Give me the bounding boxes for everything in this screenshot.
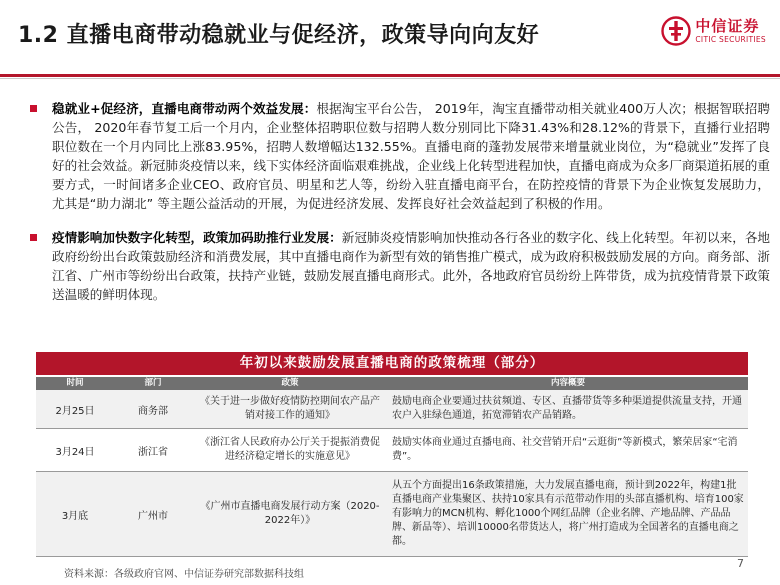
table-title: 年初以来鼓励发展直播电商的政策梳理（部分）: [36, 352, 748, 375]
source-note: 资料来源：各级政府官网、中信证券研究部数据科技组: [64, 569, 304, 580]
square-bullet-icon: [30, 105, 37, 112]
bullet-list: [30, 99, 770, 304]
citic-logo-icon: [661, 16, 691, 46]
policy-table: [36, 352, 748, 557]
logo-en: CITIC SECURITIES: [695, 34, 766, 44]
bullet-heading: 稳就业+促经济，直播电商带动两个效益发展：: [52, 101, 317, 116]
cell-dept: 广州市: [138, 510, 168, 522]
cell-dept: 浙江省: [138, 446, 168, 458]
table-row: [36, 390, 748, 429]
cell-time: 3月24日: [55, 446, 95, 458]
header-policy: 政策: [281, 378, 299, 388]
square-bullet-icon: [30, 234, 37, 241]
table-row: [36, 429, 748, 472]
title-divider-red: [0, 74, 780, 77]
title-divider-grey: [0, 78, 780, 79]
cell-policy: 《关于进一步做好疫情防控期间农产品产销对接工作的通知》: [200, 396, 380, 421]
header-dept: 部门: [144, 378, 162, 388]
cell-summary: 从五个方面提出16条政策措施，大力发展直播电商，预计到2022年，构建1批直播电商产业集聚区、扶持10家具有示范带动作用的头部直播机构、培育100家有影响力的MCN机构、孵化1000个网红品牌（企业名牌、产地品牌、产品品牌、新品等）、培训10000名带货达人，将广州打造成为全国著名的直播电商之都。: [392, 480, 744, 547]
header-time: 时间: [66, 378, 84, 388]
page-number: 7: [737, 557, 744, 570]
table-row: [36, 472, 748, 557]
logo-cn: 中信证券: [695, 16, 760, 35]
cell-time: 2月25日: [55, 405, 95, 417]
cell-policy: 《浙江省人民政府办公厅关于提振消费促进经济稳定增长的实施意见》: [200, 437, 380, 462]
cell-summary: 鼓励实体商业通过直播电商、社交营销开启“云逛街”等新模式，繁荣居家“宅消费”。: [392, 437, 738, 462]
bullet-employment: [30, 99, 770, 213]
bullet-digital-transformation: [30, 228, 770, 304]
title-bar: [0, 0, 780, 74]
page-title: 1.2 直播电商带动稳就业与促经济，政策导向向友好: [18, 23, 540, 48]
cell-time: 3月底: [61, 510, 89, 522]
cell-dept: 商务部: [138, 405, 168, 417]
table-header-row: [36, 377, 748, 390]
bullet-heading: 疫情影响加快数字化转型，政策加码助推行业发展：: [52, 230, 342, 245]
bullet-body: 新冠肺炎疫情影响加快推动各行各业的数字化、线上化转型。年初以来，各地政府纷纷出台政策鼓励经济和消费发展，其中直播电商作为新型有效的销售推广模式，成为政府积极鼓励发展的方向。商务部、浙江省、广州市等纷纷出台政策，扶持产业链，鼓励发展直播电商形式。此外，各地政府官员纷纷上阵带货，成为抗疫情背景下政策送温暖的鲜明体现。: [52, 230, 771, 302]
bullet-body: 根据淘宝平台公告， 2019年，淘宝直播带动相关就业400万人次；根据智联招聘公告， 2020年春节复工后一个月内，企业整体招聘职位数与招聘人数分别同比下降31.43%和28.12%的背景下，直播行业招聘职位数在一个月内同比上涨83.95%，招聘人数增幅达132.55%。直播电商的蓬勃发展带来增量就业岗位，为“稳就业”发挥了良好的社会效益。新冠肺炎疫情以来，线下实体经济面临艰难挑战，企业线上化转型进程加快，直播电商成为众多厂商渠道拓展的重要方式，一时间诸多企业CEO、政府官员、明星和艺人等，纷纷入驻直播电商平台，在防控疫情的背景下为企业恢复发展助力，尤其是“助力湖北” 等主题公益活动的开展，为促进经济发展、发挥良好社会效益起到了积极的作用。: [52, 101, 770, 211]
brand-logo: [661, 16, 766, 46]
header-summary: 内容概要: [550, 378, 585, 388]
cell-summary: 鼓励电商企业要通过扶贫频道、专区、直播带货等多种渠道提供流量支持，开通农户入驻绿色通道，拓宽滞销农产品销路。: [392, 396, 742, 421]
cell-policy: 《广州市直播电商发展行动方案（2020-2022年）》: [200, 501, 380, 526]
